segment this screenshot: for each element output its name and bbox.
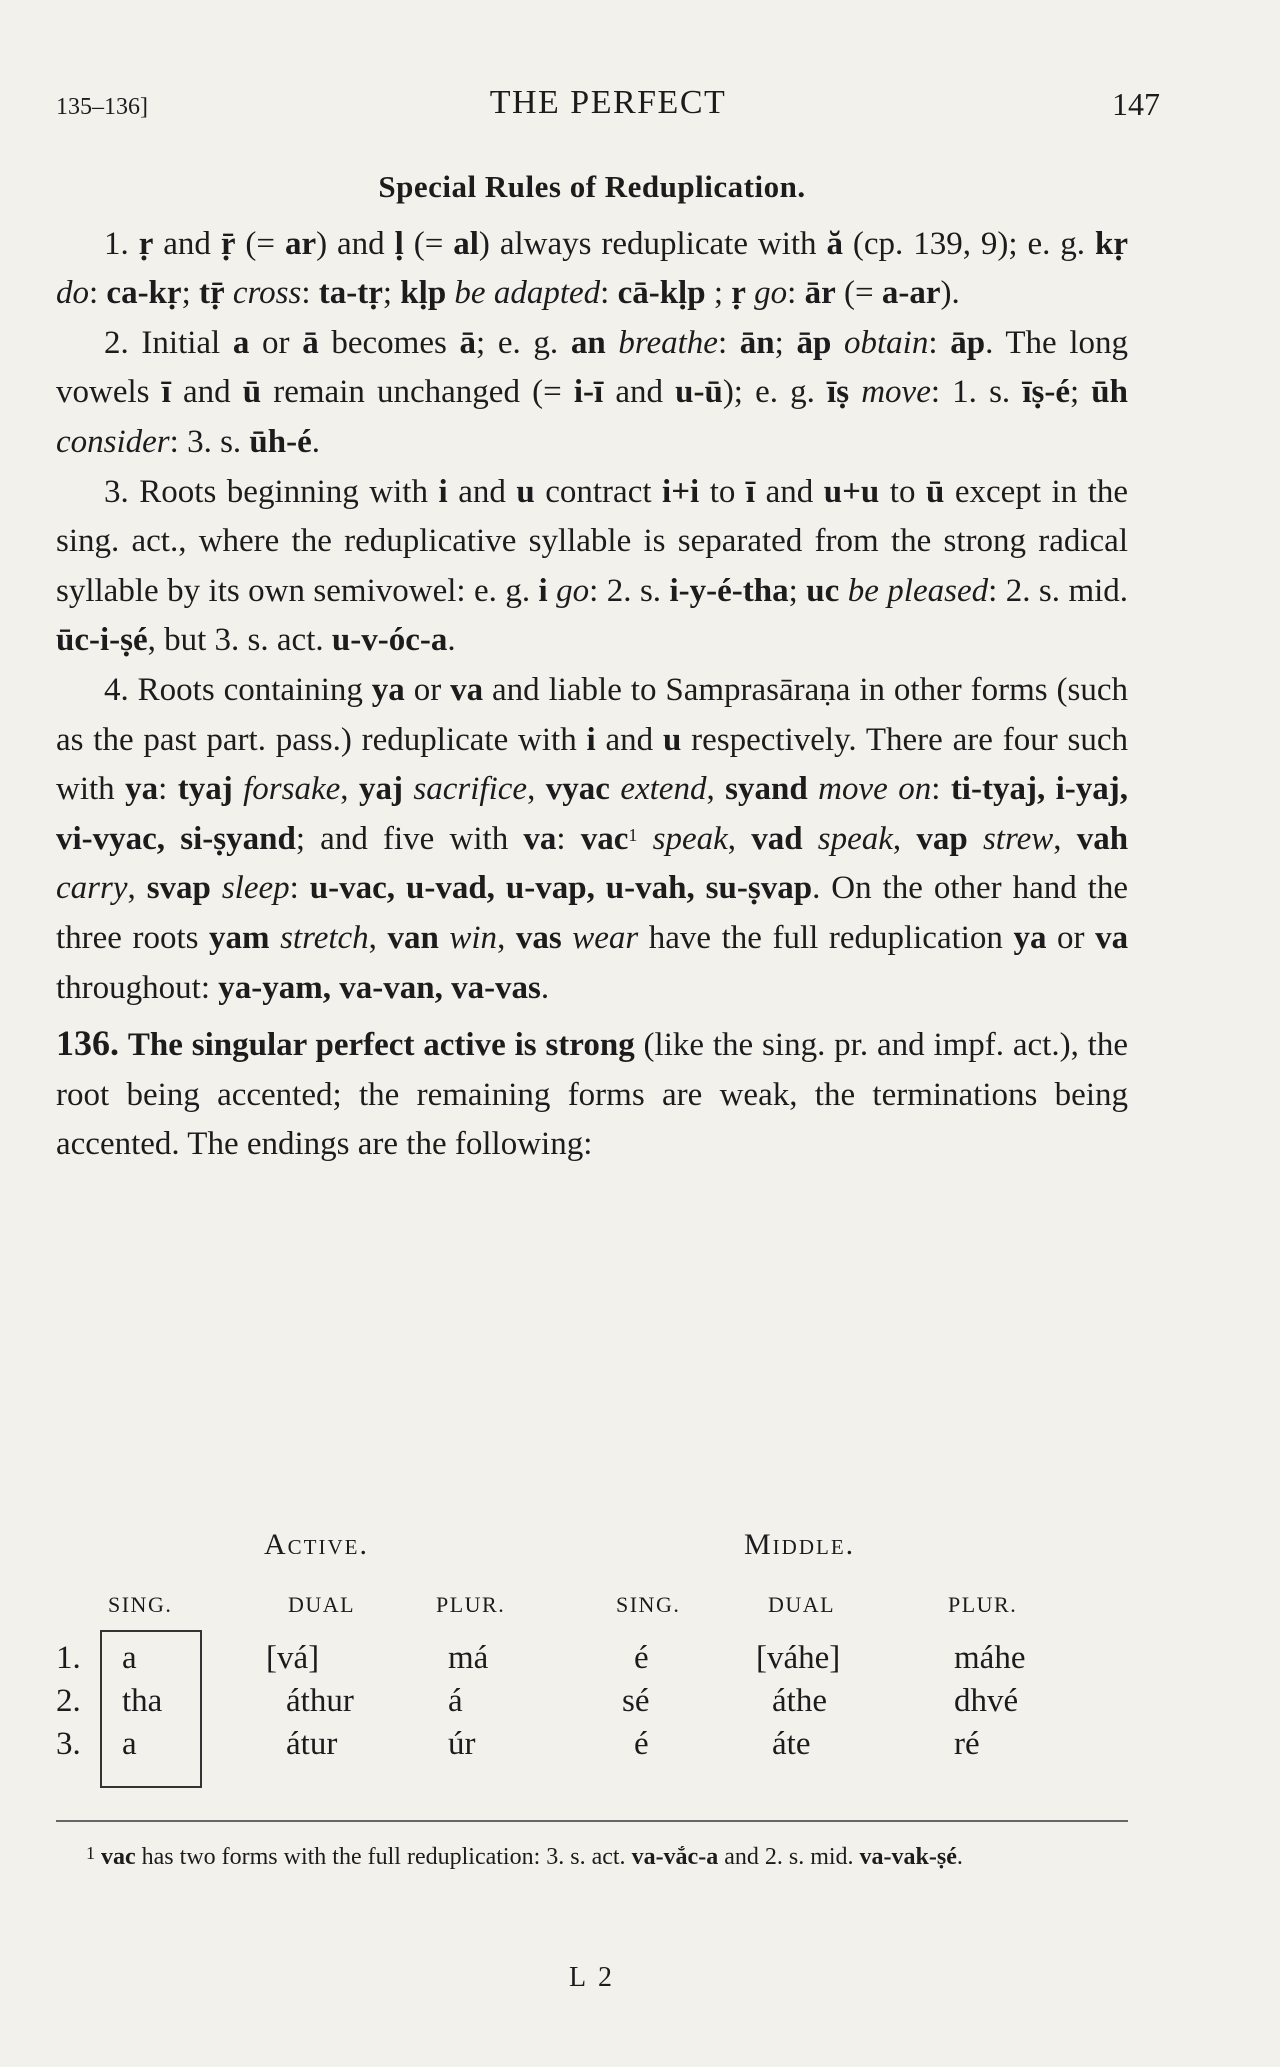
ending-cell: úr [448,1726,476,1762]
footnote-mark: 1 [86,1843,95,1863]
ending-cell: áthe [772,1683,827,1719]
ending-cell: é [634,1640,649,1676]
footnote: $^1$ vac has two forms with the full reduplication: 3. s. act. va-vắc-a and 2. s. mid. va-vak-ṣé. [86,1843,963,1870]
ending-cell: á [448,1683,463,1719]
middle-label: Middle. [744,1528,856,1561]
ending-cell: ré [954,1726,980,1762]
rule-1: 1. ṛ and ṝ (= ar) and ḷ (= al) always reduplicate with ă (cp. 139, 9); e. g. kṛ do: ca-kṛ; tṝ cross: ta-tṛ; kḷp be adapted: cā-kḷp ; ṛ go: ār (= a-ar). [56,225,1128,312]
col-header: DUAL [288,1592,356,1617]
col-header: SING. [108,1592,173,1617]
ending-cell: máhe [954,1640,1026,1676]
ending-cell: é [634,1726,649,1762]
signature-mark: L 2 [568,1962,616,1993]
page-number: 147 [1112,86,1160,122]
section-number: 136. [56,1023,119,1064]
ending-cell: tha [122,1683,163,1719]
table-rule [100,1632,102,1788]
active-label: Active. [264,1528,369,1561]
ending-cell: [vá] [266,1640,320,1676]
ending-cell: má [448,1640,489,1676]
table-rule [200,1632,202,1788]
footnote-ref: 1 [628,824,638,845]
running-header [56,84,1160,134]
rule-3: 3. Roots beginning with i and u contract i+i to ī and u+u to ū except in the sing. act., where the reduplicative syllable is separated from the strong radical syllable by its own semivowel: e. g. i go: 2. s. i-y-é-tha; uc be pleased: 2. s. mid. ūc-i-ṣé, but 3. s. act. u-v-óc-a. [56,473,1129,659]
col-header: PLUR. [436,1592,506,1617]
ending-cell: [váhe] [756,1640,841,1676]
person-number: 3. [56,1726,81,1762]
ending-cell: a [122,1726,137,1762]
ending-cell: sé [622,1683,650,1719]
col-header: PLUR. [948,1592,1018,1617]
main-text [56,162,1128,1170]
rule-4: 4. Roots containing ya or va and liable to Samprasāraṇa in other forms (such as the past part. pass.) reduplicate with i and u respectively. There are four such with ya: tyaj forsake, yaj sacrifice, vyac extend, syand move on: ti-tyaj, i-yaj, vi-vyac, si-ṣyand; and five with va: vac$^1$ speak, vad speak, vap strew, vah carry, svap sleep: u-vac, u-vad, u-vap, u-vah, su-ṣvap. On the other hand the three roots yam stretch, van win, vas wear have the full reduplication ya or va throughout: ya-yam, va-van, va-vas. [56,671,1129,1006]
col-header: SING. [616,1592,681,1617]
col-header: DUAL [768,1592,836,1617]
running-title: THE PERFECT [489,84,727,121]
table-rule [100,1630,202,1632]
section-136: 136. The singular perfect active is strong (like the sing. pr. and impf. act.), the root being accented; the remaining forms are weak, the terminations being accented. The endings are the following: [56,1023,1128,1163]
section-heading: Special Rules of Reduplication. [378,169,806,204]
ending-cell: áthur [286,1683,354,1719]
table-rule [100,1786,202,1788]
ending-cell: dhvé [954,1683,1019,1719]
section-range: 135–136] [56,94,148,120]
person-number: 2. [56,1683,81,1719]
ending-cell: áte [772,1726,811,1762]
ending-cell: átur [286,1726,338,1762]
footnote-rule [56,1820,1128,1822]
ending-cell: a [122,1640,137,1676]
person-number: 1. [56,1640,81,1676]
rule-2: 2. Initial a or ā becomes ā; e. g. an breathe: ān; āp obtain: āp. The long vowels ī and ū remain unchanged (= i-ī and u-ū); e. g. īṣ move: 1. s. īṣ-é; ūh consider: 3. s. ūh-é. [56,324,1129,460]
